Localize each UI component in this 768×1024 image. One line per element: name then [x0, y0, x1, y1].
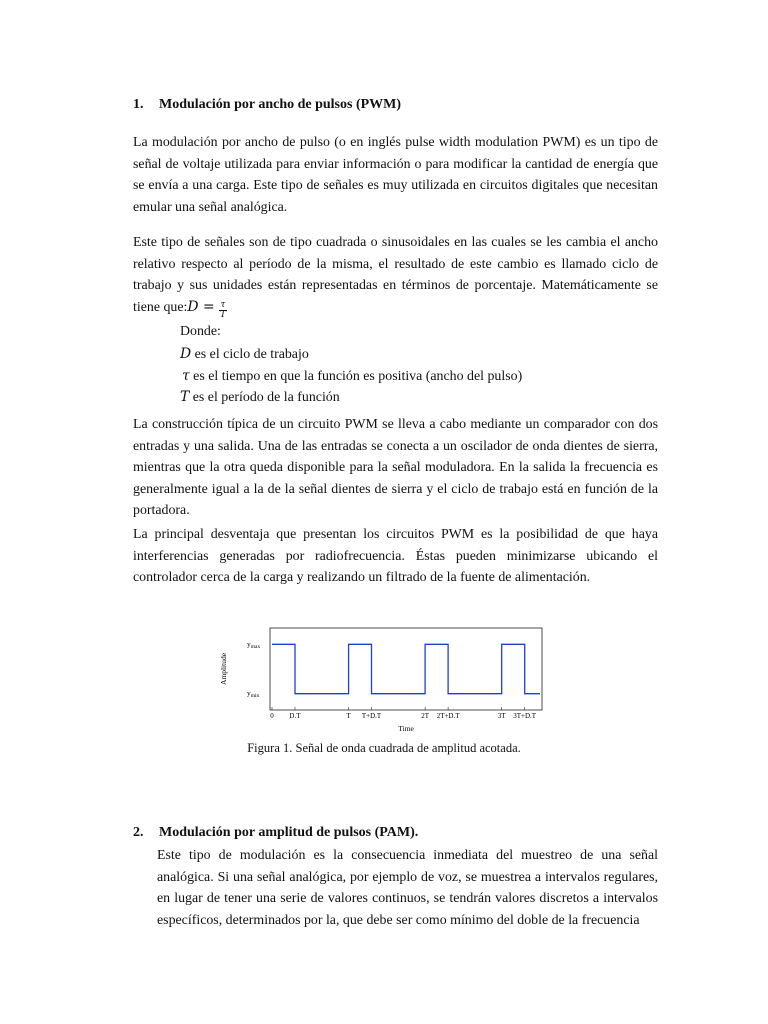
x-tick-label: 0 — [270, 712, 274, 720]
tick-marks — [272, 707, 525, 710]
x-tick-label: T+D.T — [361, 712, 382, 720]
x-tick-label: 3T — [497, 712, 506, 720]
pwm-signal-line — [272, 644, 540, 693]
definition-symbol: D — [180, 346, 192, 362]
pwm-square-wave-chart — [210, 624, 550, 736]
x-axis-label: Time — [398, 724, 414, 733]
x-tick-label: 3T+D.T — [513, 712, 537, 720]
section-1-number: 1. — [133, 97, 144, 112]
x-tick-label: 2T+D.T — [436, 712, 460, 720]
section-2-heading — [133, 824, 418, 842]
y-tick-label: $y_{min}$ — [247, 688, 260, 700]
definition-item — [180, 388, 340, 407]
x-tick-label: D.T — [289, 712, 301, 720]
definition-item — [182, 367, 522, 386]
definition-symbol: τ — [182, 368, 190, 384]
section-1-paragraph-1: La modulación por ancho de pulso (o en inglés pulse width modulation PWM) es un tipo de señal de voltaje utilizada para enviar información o para modificar la cantidad de energía que se envía a una carga. Este tipo de señales es muy utilizada en circuitos digitales que necesitan emular una señal analógica. — [133, 135, 658, 215]
x-tick-label: 2T — [421, 712, 430, 720]
definitions-intro: Donde: — [180, 324, 221, 339]
paragraph-2-text: Este tipo de señales son de tipo cuadrada o sinusoidales en las cuales se les cambia el ancho relativo respecto al período de la misma, el resultado de este cambio es llamado ciclo de trabajo y sus unidades están representadas en términos de porcentaje. Matemáticamente se tiene que: — [133, 235, 658, 315]
section-1-paragraph-2 — [133, 232, 658, 320]
definition-symbol: T — [180, 389, 190, 405]
definition-text: es el período de la función — [189, 390, 340, 405]
formula-lhs: D = — [187, 298, 215, 315]
x-tick-label: T — [346, 712, 351, 720]
y-axis-label: Amplitude — [219, 652, 228, 686]
section-1-paragraph-3: La construcción típica de un circuito PWM se lleva a cabo mediante un comparador con dos entradas y una salida. Una de las entradas se conecta a un oscilador de onda dientes de sierra, mientras que la otra queda disponible para la señal moduladora. En la salida la frecuencia es generalmente igual a la de la señal dientes de sierra y el ciclo de trabajo está en función de la portadora. — [133, 417, 658, 518]
y-tick-labels — [247, 639, 260, 699]
formula-denominator: T — [220, 309, 227, 320]
definition-text: es el tiempo en que la función es positiva (ancho del pulso) — [189, 369, 523, 384]
section-2-title: Modulación por amplitud de pulsos (PAM). — [159, 825, 419, 840]
definition-item — [180, 345, 309, 364]
section-1-heading — [133, 96, 401, 114]
duty-cycle-formula — [187, 298, 227, 320]
figure-caption: Figura 1. Señal de onda cuadrada de amplitud acotada. — [247, 741, 521, 755]
section-2-number: 2. — [133, 825, 144, 840]
section-1-paragraph-4: La principal desventaja que presentan los circuitos PWM es la posibilidad de que haya interferencias generadas por radiofrecuencia. Éstas pueden minimizarse ubicando el controlador cerca de la carga y realizando un filtrado de la fuente de alimentación. — [133, 527, 658, 585]
formula-fraction — [219, 301, 227, 320]
y-tick-label: $y_{max}$ — [247, 639, 261, 650]
section-1-title: Modulación por ancho de pulsos (PWM) — [159, 97, 402, 112]
x-tick-labels — [270, 712, 537, 720]
definition-text: es el ciclo de trabajo — [191, 347, 309, 362]
formula-numerator: τ — [220, 299, 226, 310]
section-2-paragraph-1: Este tipo de modulación es la consecuencia inmediata del muestreo de una señal analógica. Si una señal analógica, por ejemplo de voz, se muestrea a intervalos regulares, en lugar de tener una serie de valores continuos, se tendrán valores discretos a intervalos específicos, determinados por la, que debe ser como mínimo del doble de la frecuencia — [157, 848, 658, 928]
